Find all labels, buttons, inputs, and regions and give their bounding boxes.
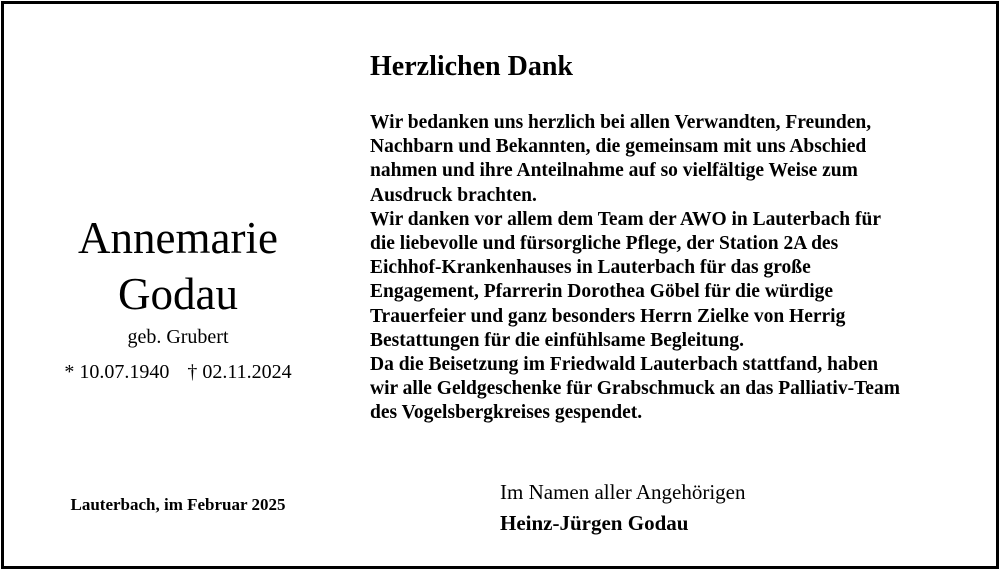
text-line: Wir danken vor allem dem Team der AWO in Lauterbach für — [370, 208, 882, 230]
signer-name: Heinz-Jürgen Godau — [500, 511, 689, 535]
text-line: Da die Beisetzung im Friedwald Lauterbach stattfand, haben — [370, 354, 879, 376]
thank-you-text — [370, 111, 990, 426]
text-line: nahmen und ihre Anteilnahme auf so vielfältige Weise zum — [370, 160, 858, 182]
text-line: wir alle Geldgeschenke für Grabschmuck an das Palliativ-Team — [370, 378, 900, 400]
deceased-last-name: Godau — [118, 269, 238, 319]
death-date: † 02.11.2024 — [187, 361, 292, 383]
deceased-first-name: Annemarie — [78, 213, 278, 263]
notice-heading: Herzlichen Dank — [370, 51, 573, 82]
text-line: Bestattungen für die einfühlsame Begleitung. — [370, 329, 744, 351]
text-line: Wir bedanken uns herzlich bei allen Verwandten, Freunden, — [370, 112, 872, 133]
text-line: die liebevolle und fürsorgliche Pflege, der Station 2A des — [370, 233, 839, 255]
place-and-date: Lauterbach, im Februar 2025 — [70, 495, 286, 514]
text-line: des Vogelsbergkreises gespendet. — [370, 402, 643, 424]
birth-date: * 10.07.1940 — [64, 361, 170, 383]
text-line: Nachbarn und Bekannten, die gemeinsam mit uns Abschied — [370, 136, 867, 158]
deceased-birth-name: geb. Grubert — [127, 326, 229, 348]
text-line: Eichhof-Krankenhauses in Lauterbach für das große — [370, 257, 811, 279]
life-dates — [8, 360, 348, 384]
text-line: Ausdruck brachten. — [370, 184, 537, 206]
closing-phrase: Im Namen aller Angehörigen — [500, 480, 746, 504]
text-line: Trauerfeier und ganz besonders Herrn Zielke von Herrig — [370, 305, 846, 327]
text-line: Engagement, Pfarrerin Dorothea Göbel für die würdige — [370, 281, 834, 303]
